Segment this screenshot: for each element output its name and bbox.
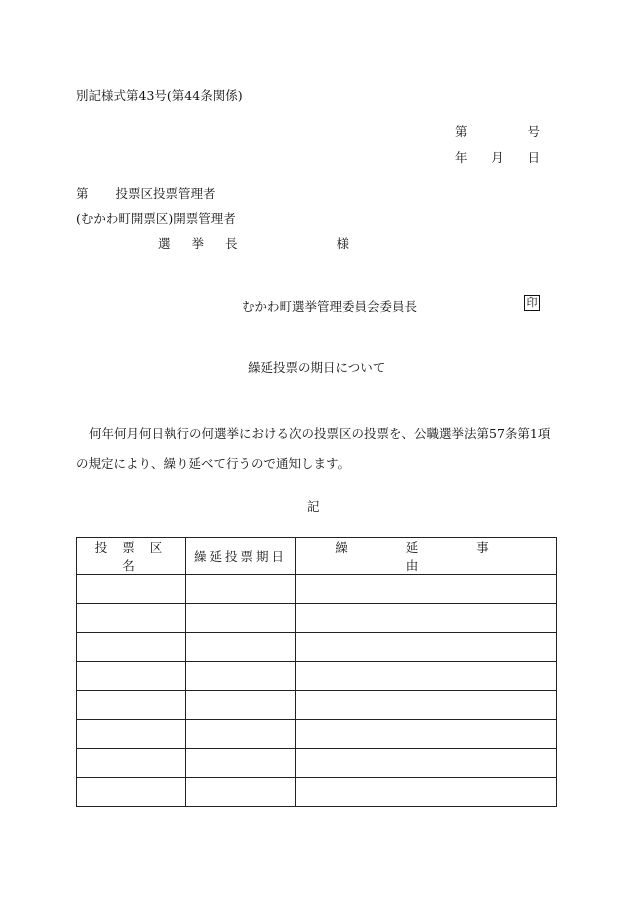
table-cell (77, 778, 186, 807)
table-cell (186, 575, 296, 604)
table-row (77, 662, 557, 691)
addressee-title: 選挙長 (158, 236, 259, 251)
table-cell (186, 749, 296, 778)
document-date (455, 148, 540, 166)
seal-mark: 印 (524, 295, 540, 311)
ki-heading: 記 (307, 499, 320, 514)
header-postponed-date: 繰延投票期日 (186, 538, 296, 575)
table-cell (77, 575, 186, 604)
table-cell (296, 604, 557, 633)
form-number: 別記様式第43号(第44条関係) (76, 88, 243, 103)
body-text: 何年何月何日執行の何選挙における次の投票区の投票を、公職選挙法第57条第1項の規定により、繰り延べて行うので通知します。 (76, 426, 551, 471)
date-month: 月 (491, 150, 504, 165)
table-cell (296, 720, 557, 749)
table-cell (296, 633, 557, 662)
addressee-line-1-prefix: 第 (76, 186, 89, 201)
table-cell (296, 575, 557, 604)
table-cell (296, 691, 557, 720)
table-cell (186, 633, 296, 662)
table-cell (77, 720, 186, 749)
subject-title: 繰延投票の期日について (248, 360, 386, 375)
table-cell (77, 691, 186, 720)
table-row (77, 633, 557, 662)
addressee-line-1-rest: 投票区投票管理者 (115, 186, 216, 201)
table-cell (186, 604, 296, 633)
table-cell (186, 691, 296, 720)
postponed-voting-table (76, 537, 557, 807)
document-number (455, 122, 540, 140)
table-cell (296, 778, 557, 807)
header-district-name: 投票区名 (77, 538, 186, 575)
document-number-prefix: 第 (455, 124, 468, 139)
date-day: 日 (527, 150, 540, 165)
table-header-row (77, 538, 557, 575)
table-cell (186, 720, 296, 749)
table-row (77, 720, 557, 749)
document-number-suffix: 号 (527, 124, 540, 139)
addressee-line-1 (76, 184, 216, 202)
table-cell (186, 778, 296, 807)
table-row (77, 778, 557, 807)
table-cell (77, 633, 186, 662)
table-cell (77, 604, 186, 633)
addressee-line-2: (むかわ町開票区)開票管理者 (76, 211, 236, 226)
addressee-line-3 (158, 234, 349, 252)
table-cell (296, 749, 557, 778)
sender-name: むかわ町選挙管理委員会委員長 (242, 299, 418, 314)
table-cell (77, 749, 186, 778)
header-reason: 繰延事由 (296, 538, 557, 575)
table-row (77, 604, 557, 633)
addressee-honorific: 様 (336, 236, 350, 251)
table-row (77, 749, 557, 778)
table-cell (296, 662, 557, 691)
table-cell (186, 662, 296, 691)
table-row (77, 575, 557, 604)
table-row (77, 691, 557, 720)
table-cell (77, 662, 186, 691)
date-year: 年 (455, 150, 468, 165)
